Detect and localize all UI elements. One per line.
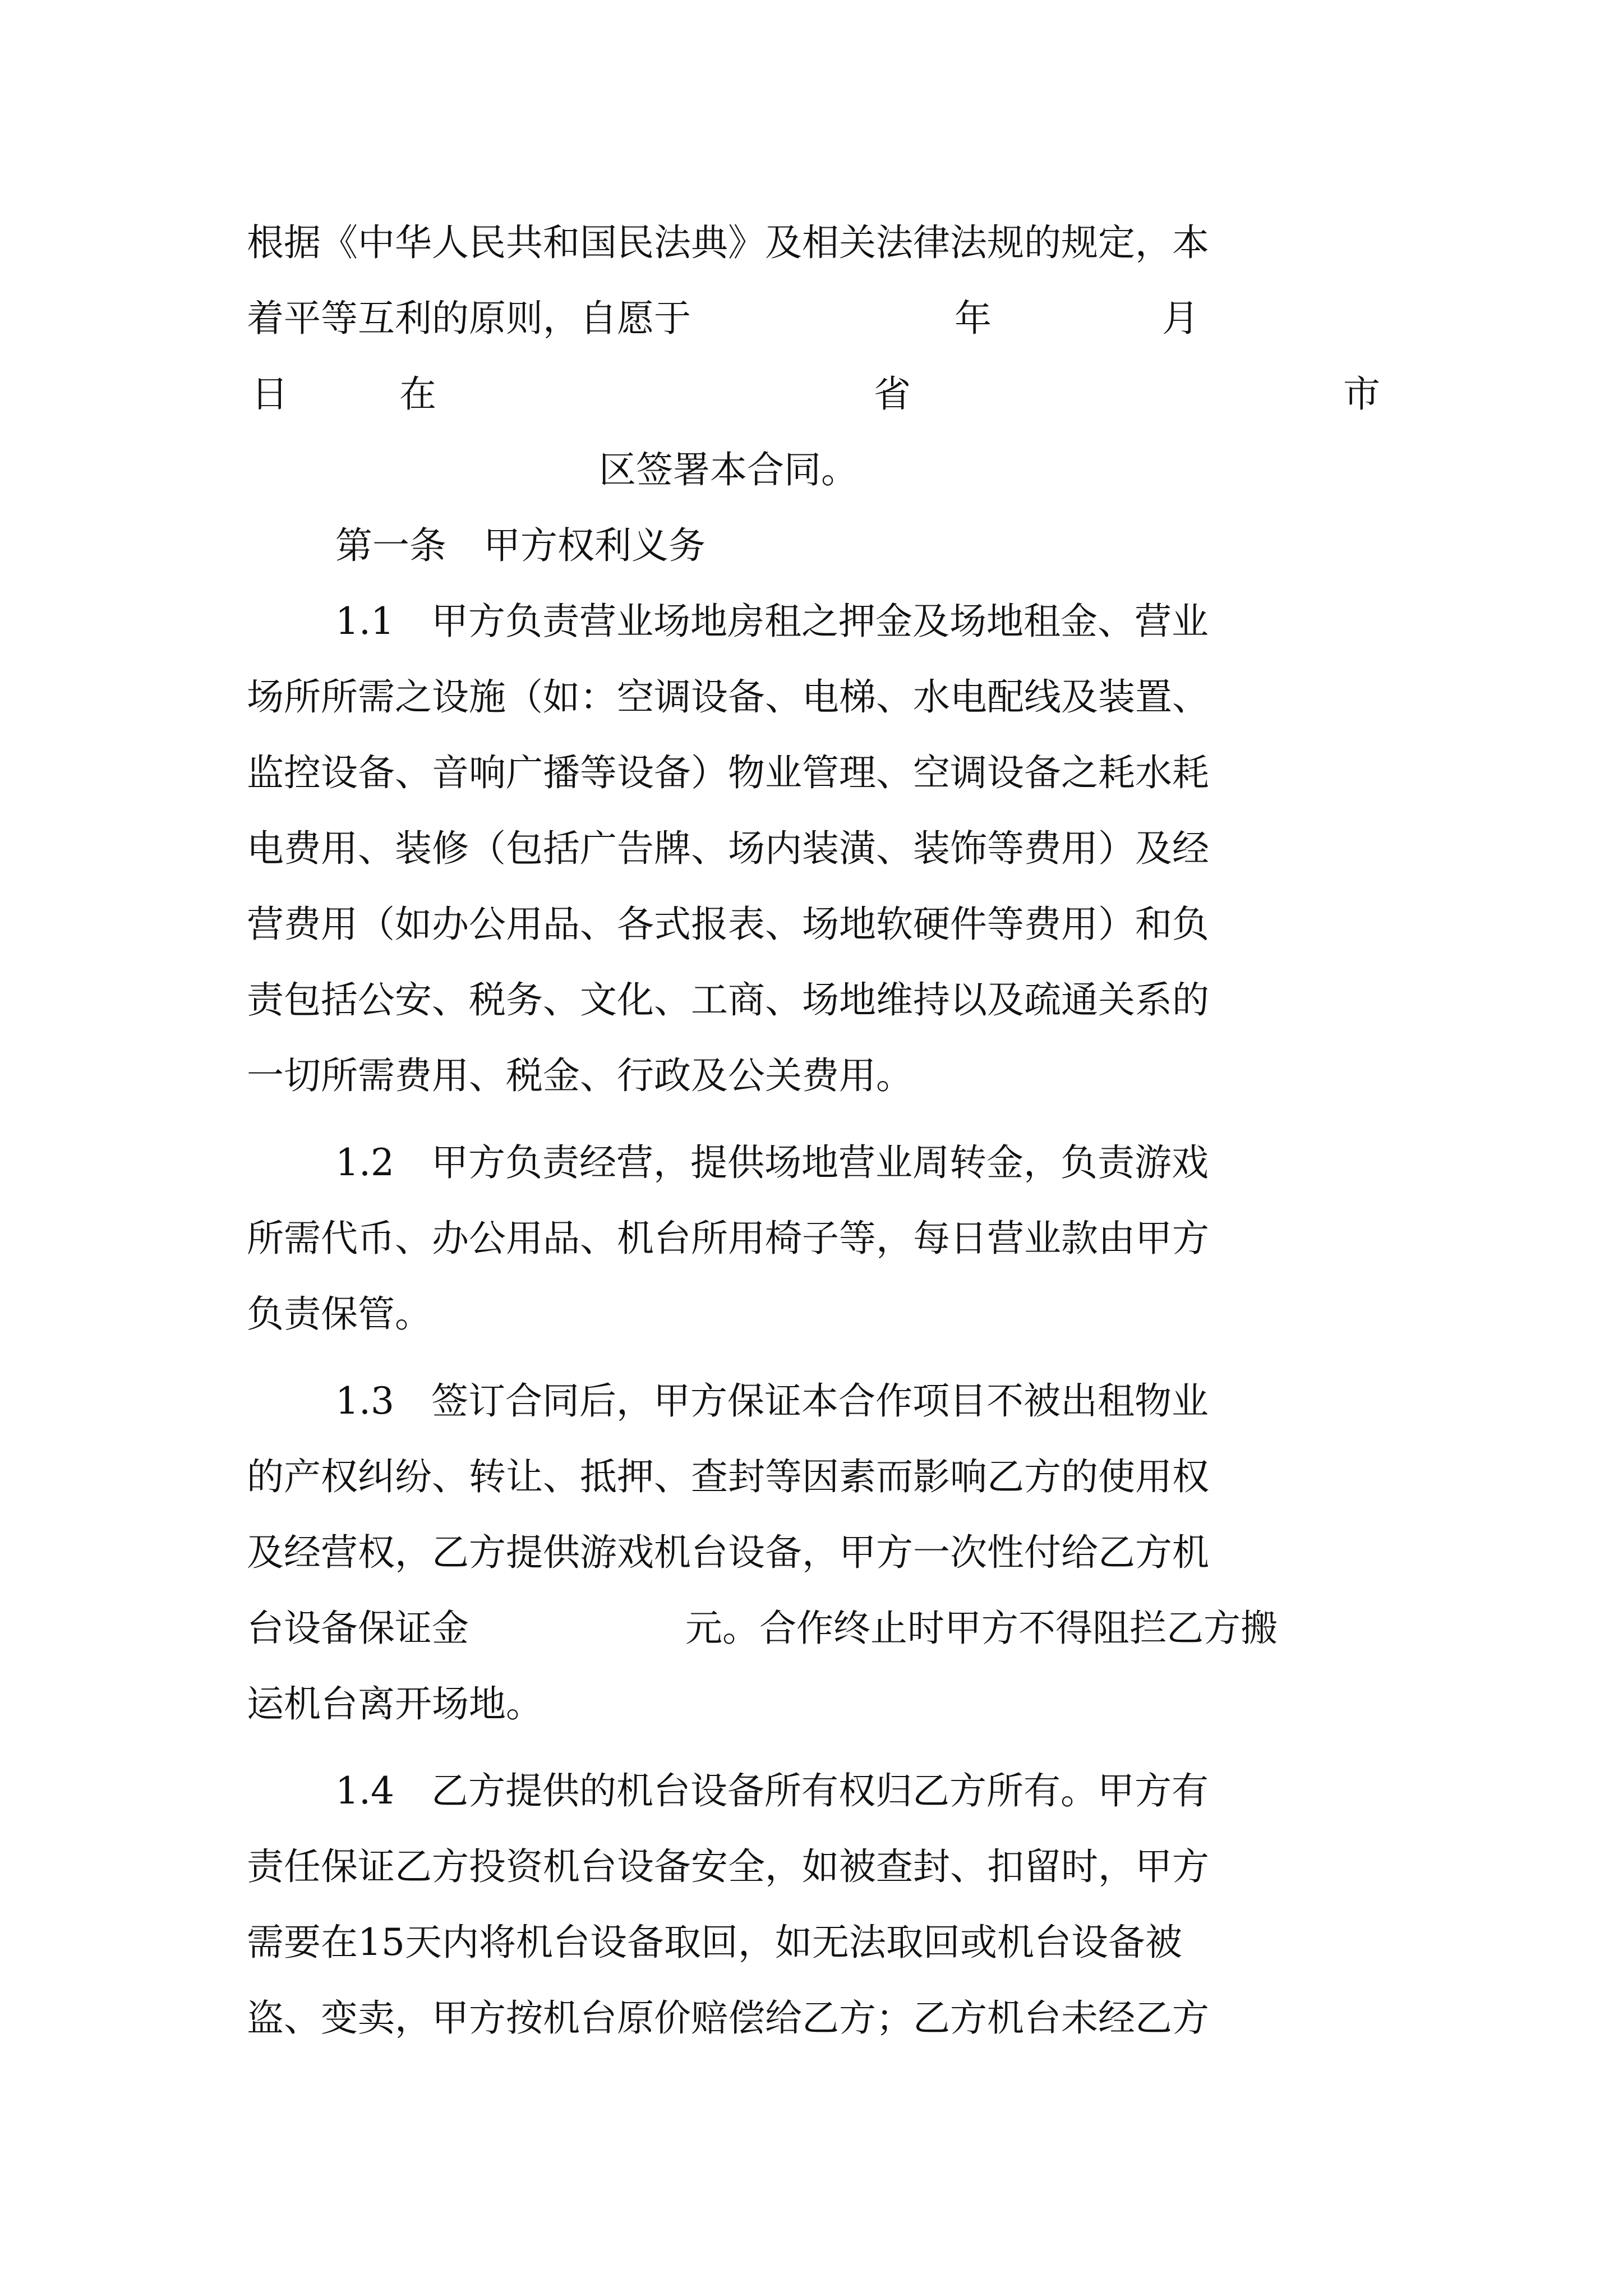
paragraph-line: 责包括公安、税务、文化、工商、场地维持以及疏通关系的: [247, 978, 1209, 1022]
section-heading: 第一条 甲方权利义务: [335, 524, 706, 567]
paragraph-line: 1.2 甲方负责经营，提供场地营业周转金，负责游戏: [335, 1141, 1209, 1184]
month-label: 月: [1162, 297, 1199, 340]
paragraph-line: 责任保证乙方投资机台设备安全，如被查封、扣留时，甲方: [247, 1845, 1209, 1888]
paragraph-line: 运机台离开场地。: [247, 1682, 543, 1726]
paragraph-line: 监控设备、音响广播等设备）物业管理、空调设备之耗水耗: [247, 751, 1209, 794]
text-segment: 台设备保证金: [247, 1607, 469, 1650]
paragraph-line: 1.3 签订合同后，甲方保证本合作项目不被出租物业: [335, 1379, 1209, 1423]
paragraph-line: 需要在15天内将机台设备取回，如无法取回或机台设备被: [247, 1921, 1182, 1964]
paragraph-line: 电费用、装修（包括广告牌、场内装潢、装饰等费用）及经: [247, 827, 1209, 870]
day-label: 日: [251, 372, 288, 416]
paragraph-line: 1.1 甲方负责营业场地房租之押金及场地租金、营业: [335, 600, 1209, 643]
paragraph-line: 一切所需费用、税金、行政及公关费用。: [247, 1054, 913, 1097]
text-segment: 着平等互利的原则，自愿于: [247, 297, 691, 340]
paragraph-line: 区签署本合同。: [599, 448, 858, 491]
paragraph-line: 1.4 乙方提供的机台设备所有权归乙方所有。甲方有: [335, 1769, 1209, 1812]
paragraph-line: 场所所需之设施（如：空调设备、电梯、水电配线及装置、: [247, 675, 1209, 719]
at-label: 在: [399, 372, 436, 416]
paragraph-line: 盗、变卖，甲方按机台原价赔偿给乙方；乙方机台未经乙方: [247, 1996, 1209, 2040]
paragraph-line: 所需代币、办公用品、机台所用椅子等，每日营业款由甲方: [247, 1217, 1209, 1260]
year-label: 年: [955, 297, 992, 340]
paragraph-line: 及经营权，乙方提供游戏机台设备，甲方一次性付给乙方机: [247, 1531, 1209, 1574]
paragraph-line: 负责保管。: [247, 1292, 432, 1336]
paragraph-line: 的产权纠纷、转让、抵押、查封等因素而影响乙方的使用权: [247, 1455, 1209, 1498]
city-label: 市: [1343, 372, 1380, 416]
paragraph-line: 营费用（如办公用品、各式报表、场地软硬件等费用）和负: [247, 903, 1209, 946]
text-segment: 元。合作终止时甲方不得阻拦乙方搬: [685, 1607, 1278, 1650]
province-label: 省: [874, 372, 911, 416]
paragraph-line: 根据《中华人民共和国民法典》及相关法律法规的规定，本: [247, 221, 1209, 264]
